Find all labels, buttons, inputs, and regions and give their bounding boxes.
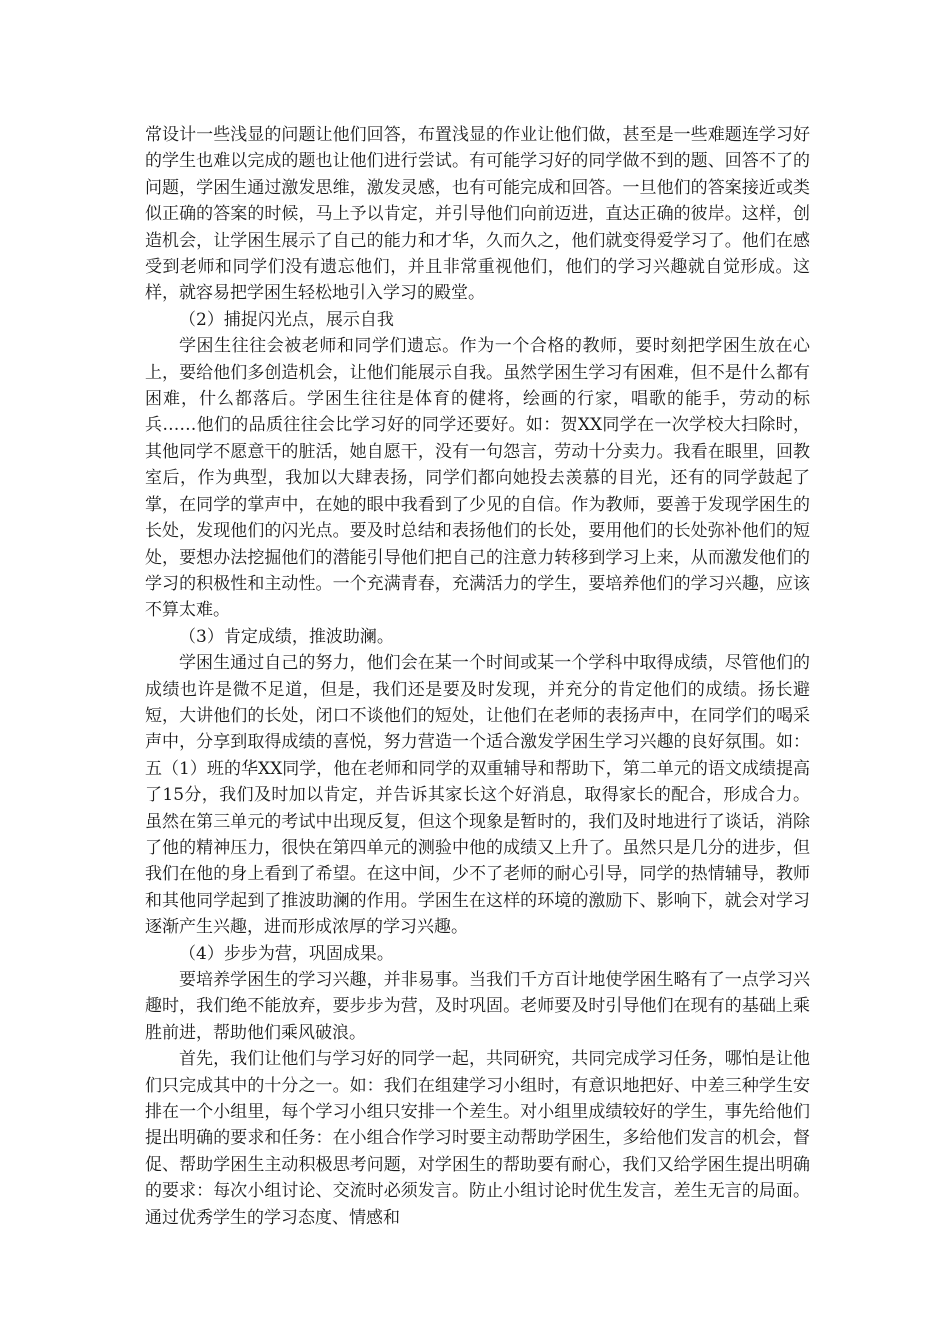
paragraph: 学困生通过自己的努力，他们会在某一个时间或某一个学科中取得成绩，尽管他们的成绩也许是微不足道，但是，我们还是要及时发现，并充分的肯定他们的成绩。扬长避短，大讲他们的长处，闭口不谈他们的短处，让他们在老师的表扬声中，在同学们的喝采声中，分享到取得成绩的喜悦，努力营造一个适合激发学困生学习兴趣的良好氛围。如：五（1）班的华XX同学，他在老师和同学的双重辅导和帮助下，第二单元的语文成绩提高了15分，我们及时加以肯定，并告诉其家长这个好消息，取得家长的配合，形成合力。虽然在第三单元的考试中出现反复，但这个现象是暂时的，我们及时地进行了谈话，消除了他的精神压力，很快在第四单元的测验中他的成绩又上升了。虽然只是几分的进步，但我们在他的身上看到了希望。在这中间，少不了老师的耐心引导，同学的热情辅导，教师和其他同学起到了推波助澜的作用。学困生在这样的环境的激励下、影响下，就会对学习逐渐产生兴趣，进而形成浓厚的学习兴趣。 — [145, 653, 810, 938]
paragraph: 学困生往往会被老师和同学们遗忘。作为一个合格的教师，要时刻把学困生放在心上，要给他们多创造机会，让他们能展示自我。虽然学困生学习有困难，但不是什么都有困难，什么都落后。学困生往往是体育的健将，绘画的行家，唱歌的能手，劳动的标兵……他们的品质往往会比学习好的同学还要好。如：贺XX同学在一次学校大扫除时，其他同学不愿意干的脏活，她自愿干，没有一句怨言，劳动十分卖力。我看在眼里，回教室后，作为典型，我加以大肆表扬，同学们都向她投去羡慕的目光，还有的同学鼓起了掌，在同学的掌声中，在她的眼中我看到了少见的自信。作为教师，要善于发现学困生的长处，发现他们的闪光点。要及时总结和表扬他们的长处，要用他们的长处弥补他们的短处，要想办法挖掘他们的潜能引导他们把自己的注意力转移到学习上来，从而激发他们的学习的积极性和主动性。一个充满青春，充满活力的学生，要培养他们的学习兴趣，应该不算太难。 — [145, 336, 810, 621]
section-heading-4: （4）步步为营，巩固成果。 — [179, 943, 394, 964]
paragraph: 首先，我们让他们与学习好的同学一起，共同研究，共同完成学习任务，哪怕是让他们只完成其中的十分之一。如：我们在组建学习小组时，有意识地把好、中差三种学生安排在一个小组里，每个学习小组只安排一个差生。对小组里成绩较好的学生，事先给他们提出明确的要求和任务：在小组合作学习时要主动帮助学困生，多给他们发言的机会，督促、帮助学困生主动积极思考问题，对学困生的帮助要有耐心，我们又给学困生提出明确的要求：每次小组讨论、交流时必须发言。防止小组讨论时优生发言，差生无言的局面。通过优秀学生的学习态度、情感和 — [145, 1049, 810, 1228]
paragraph: 要培养学困生的学习兴趣，并非易事。当我们千方百计地使学困生略有了一点学习兴趣时，我们绝不能放弃，要步步为营，及时巩固。老师要及时引导他们在现有的基础上乘胜前进，帮助他们乘风破浪。 — [145, 970, 810, 1043]
document-body — [145, 122, 810, 1231]
paragraph-continued: 常设计一些浅显的问题让他们回答，布置浅显的作业让他们做，甚至是一些难题连学习好的学生也难以完成的题也让他们进行尝试。有可能学习好的同学做不到的题、回答不了的问题，学困生通过激发思维，激发灵感，也有可能完成和回答。一旦他们的答案接近或类似正确的答案的时候，马上予以肯定，并引导他们向前迈进，直达正确的彼岸。这样，创造机会，让学困生展示了自己的能力和才华，久而久之，他们就变得爱学习了。他们在感受到老师和同学们没有遗忘他们，并且非常重视他们，他们的学习兴趣就自觉形成。这样，就容易把学困生轻松地引入学习的殿堂。 — [145, 125, 810, 304]
section-heading-2: （2）捕捉闪光点，展示自我 — [179, 309, 394, 330]
section-heading-3: （3）肯定成绩，推波助澜。 — [179, 626, 394, 647]
